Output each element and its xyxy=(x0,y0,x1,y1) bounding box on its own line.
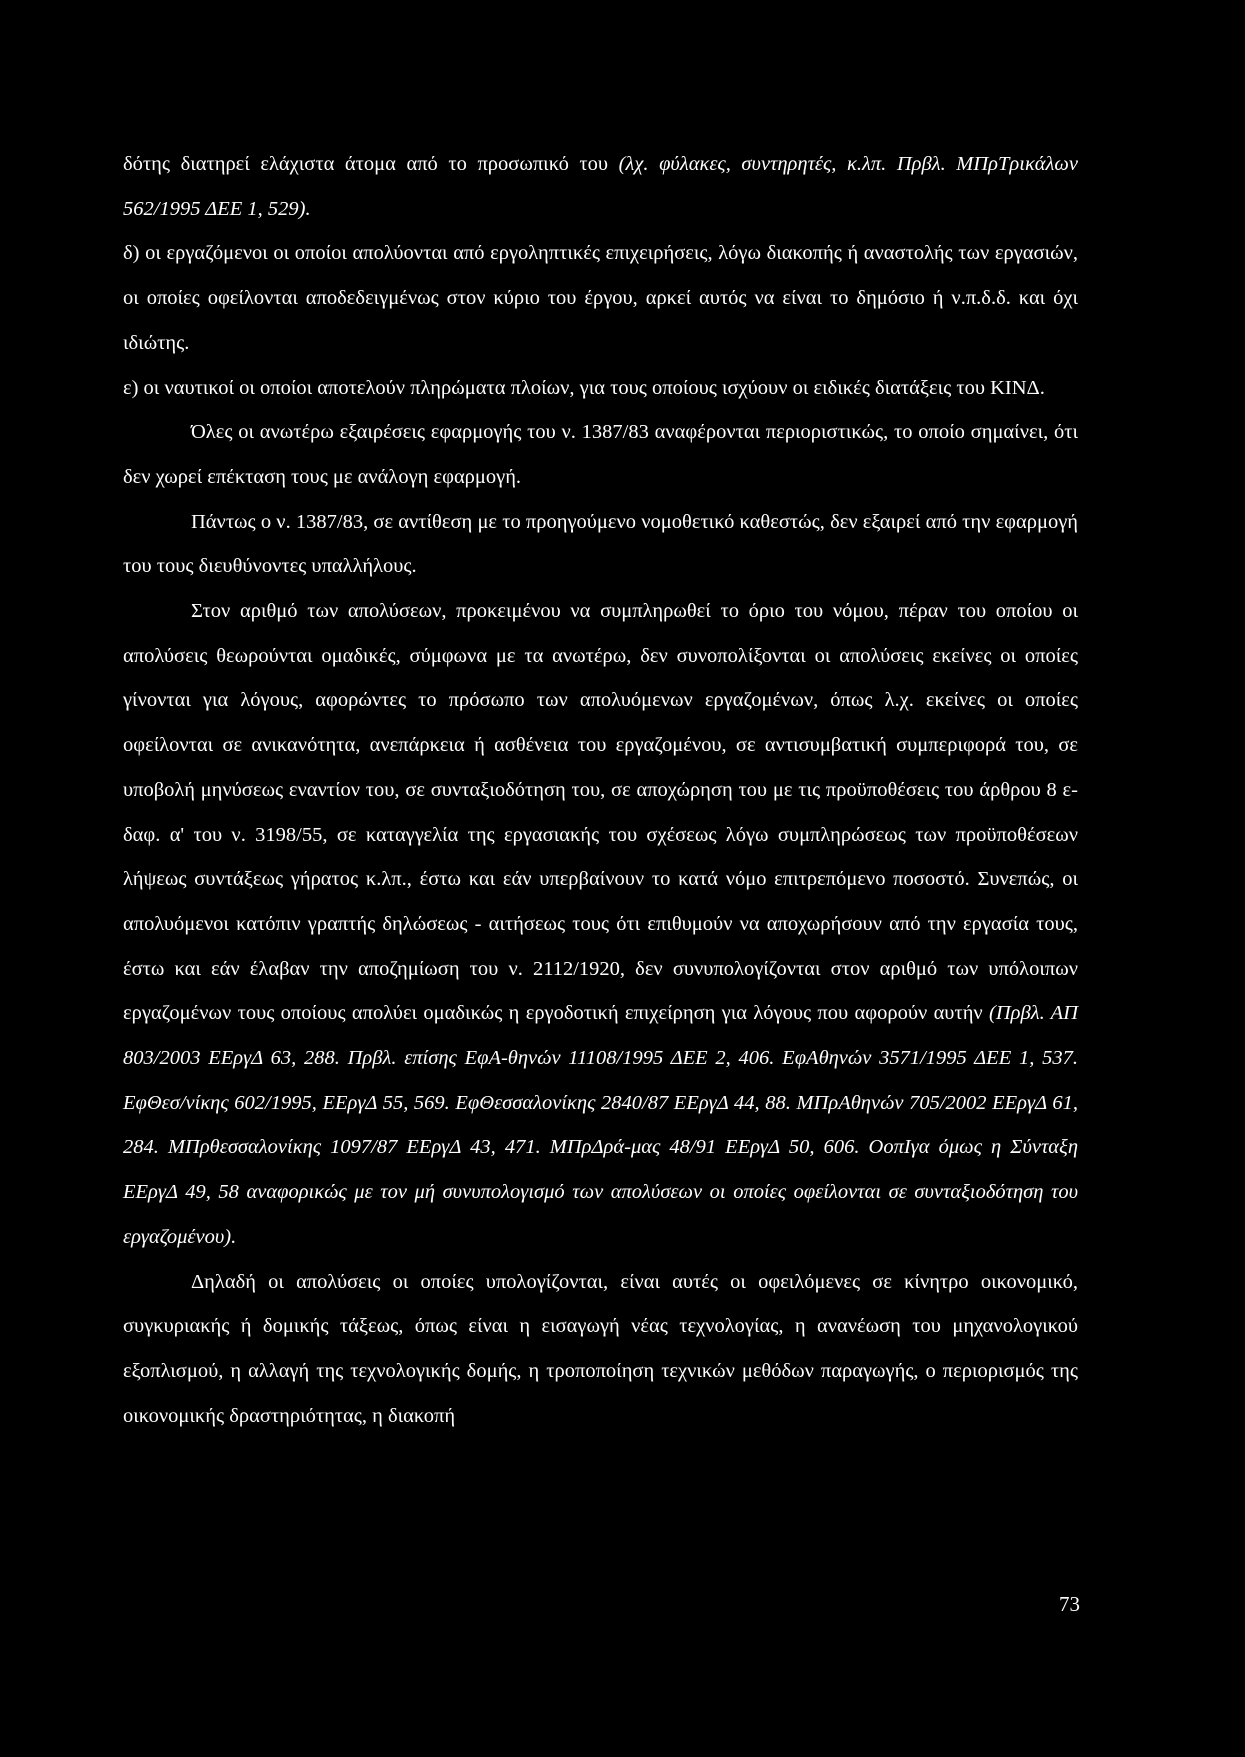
paragraph-4: Όλες οι ανωτέρω εξαιρέσεις εφαρμογής του ν. 1387/83 αναφέρονται περιοριστικώς, το οποίο σημαίνει, ότι δεν χωρεί επέκταση τους με ανάλογη εφαρμογή. xyxy=(123,421,1078,488)
paragraph-6-citations: (Πρβλ. ΑΠ 803/2003 ΕΕργΔ 63, 288. Πρβλ. επίσης ΕφΑ-θηνών 11108/1995 ΔΕΕ 2, 406. ΕφΑθηνών 3571/1995 ΔΕΕ 1, 537. ΕφΘεσ/νίκης 602/1995, ΕΕργΔ 55, 569. ΕφΘεσσαλονίκης 2840/87 ΕΕργΔ 44, 88. ΜΠρΑθηνών 705/2002 ΕΕργΔ 61, 284. ΜΠρθεσσαλονίκης 1097/87 ΕΕργΔ 43, 471. ΜΠρΔρά-μας 48/91 ΕΕργΔ 50, 606. ΟοπΙγα όμως η Σύνταξη ΕΕργΔ 49, 58 αναφορικώς με τον μή συνυπολογισμό των απολύσεων οι οποίες οφείλονται σε συνταξιοδότηση του εργαζομένου). xyxy=(123,1002,1079,1248)
paragraph-6-text: Στον αριθμό των απολύσεων, προκειμένου να συμπληρωθεί το όριο του νόμου, πέραν του οποίου οι απολύσεις θεωρούνται ομαδικές, σύμφωνα με τα ανωτέρω, δεν συνοπολίξονται οι απολύσεις εκείνες οι οποίες γίνονται για λόγους, αφορώντες το πρόσωπο των απολυόμενων εργαζομένων, όπως λ.χ. εκείνες οι οποίες οφείλονται σε ανικανότητα, ανεπάρκεια ή ασθένεια του εργαζομένου, σε αντισυμβατική συμπεριφορά του, σε υποβολή μηνύσεως εναντίον του, σε συνταξιοδότηση του, σε αποχώρηση του με τις προϋποθέσεις του άρθρου 8 εδαφ. α' του ν. 3198/55, σε καταγγελία της εργασιακής του σχέσεως λόγω συμπληρώσεως των προϋποθέσεων λήψεως συντάξεως γήρατος κ.λπ., έστω και εάν υπερβαίνουν το κατά νόμο επιτρεπόμενο ποσοστό. Συνεπώς, οι απολυόμενοι κατόπιν γραπτής δηλώσεως - αιτήσεως τους ότι επιθυμούν να αποχωρήσουν από την εργασία τους, έστω και εάν έλαβαν την αποζημίωση του ν. 2112/1920, δεν συνυπολογίζονται στον αριθμό των υπόλοιπων εργαζομένων τους οποίους απολύει ομαδικώς η εργοδοτική επιχείρηση για λόγους που αφορούν αυτήν xyxy=(123,600,1078,1025)
paragraph-1-citation: (λχ. φύλακες, συντηρητές, κ.λπ. Πρβλ. ΜΠρΤρικάλων 562/1995 ΔΕΕ 1, 529). xyxy=(123,153,1078,220)
paragraph-6 xyxy=(123,589,1078,1260)
paragraph-5: Πάντως ο ν. 1387/83, σε αντίθεση με το προηγούμενο νομοθετικό καθεστώς, δεν εξαιρεί από την εφαρμογή του τους διευθύνοντες υπαλλήλους. xyxy=(123,510,1078,578)
page-number: 73 xyxy=(1059,1592,1080,1616)
paragraph-2: δ) οι εργαζόμενοι οι οποίοι απολύονται από εργοληπτικές επιχειρήσεις, λόγω διακοπής ή αναστολής των εργασιών, οι οποίες οφείλονται αποδεδειγμένως στον κύριο του έργου, αρκεί αυτός να είναι το δημόσιο ή ν.π.δ.δ. και όχι ιδιώτης. xyxy=(123,242,1078,354)
paragraph-1 xyxy=(123,142,1078,231)
paragraph-3: ε) οι ναυτικοί οι οποίοι αποτελούν πληρώματα πλοίων, για τους οποίους ισχύουν οι ειδικές διατάξεις του ΚΙΝΔ. xyxy=(123,376,1045,399)
paragraph-7: Δηλαδή οι απολύσεις οι οποίες υπολογίζονται, είναι αυτές οι οφειλόμενες σε κίνητρο οικονομικό, συγκυριακής ή δομικής τάξεως, όπως είναι η εισαγωγή νέας τεχνολογίας, η ανανέωση του μηχανολογικού εξοπλισμού, η αλλαγή της τεχνολογικής δομής, η τροποποίηση τεχνικών μεθόδων παραγωγής, ο περιορισμός της οικονομικής δραστηριότητας, η διακοπή xyxy=(123,1270,1078,1427)
body-text xyxy=(123,142,1078,1438)
paragraph-1-text: δότης διατηρεί ελάχιστα άτομα από το προσωπικό του xyxy=(123,153,619,175)
